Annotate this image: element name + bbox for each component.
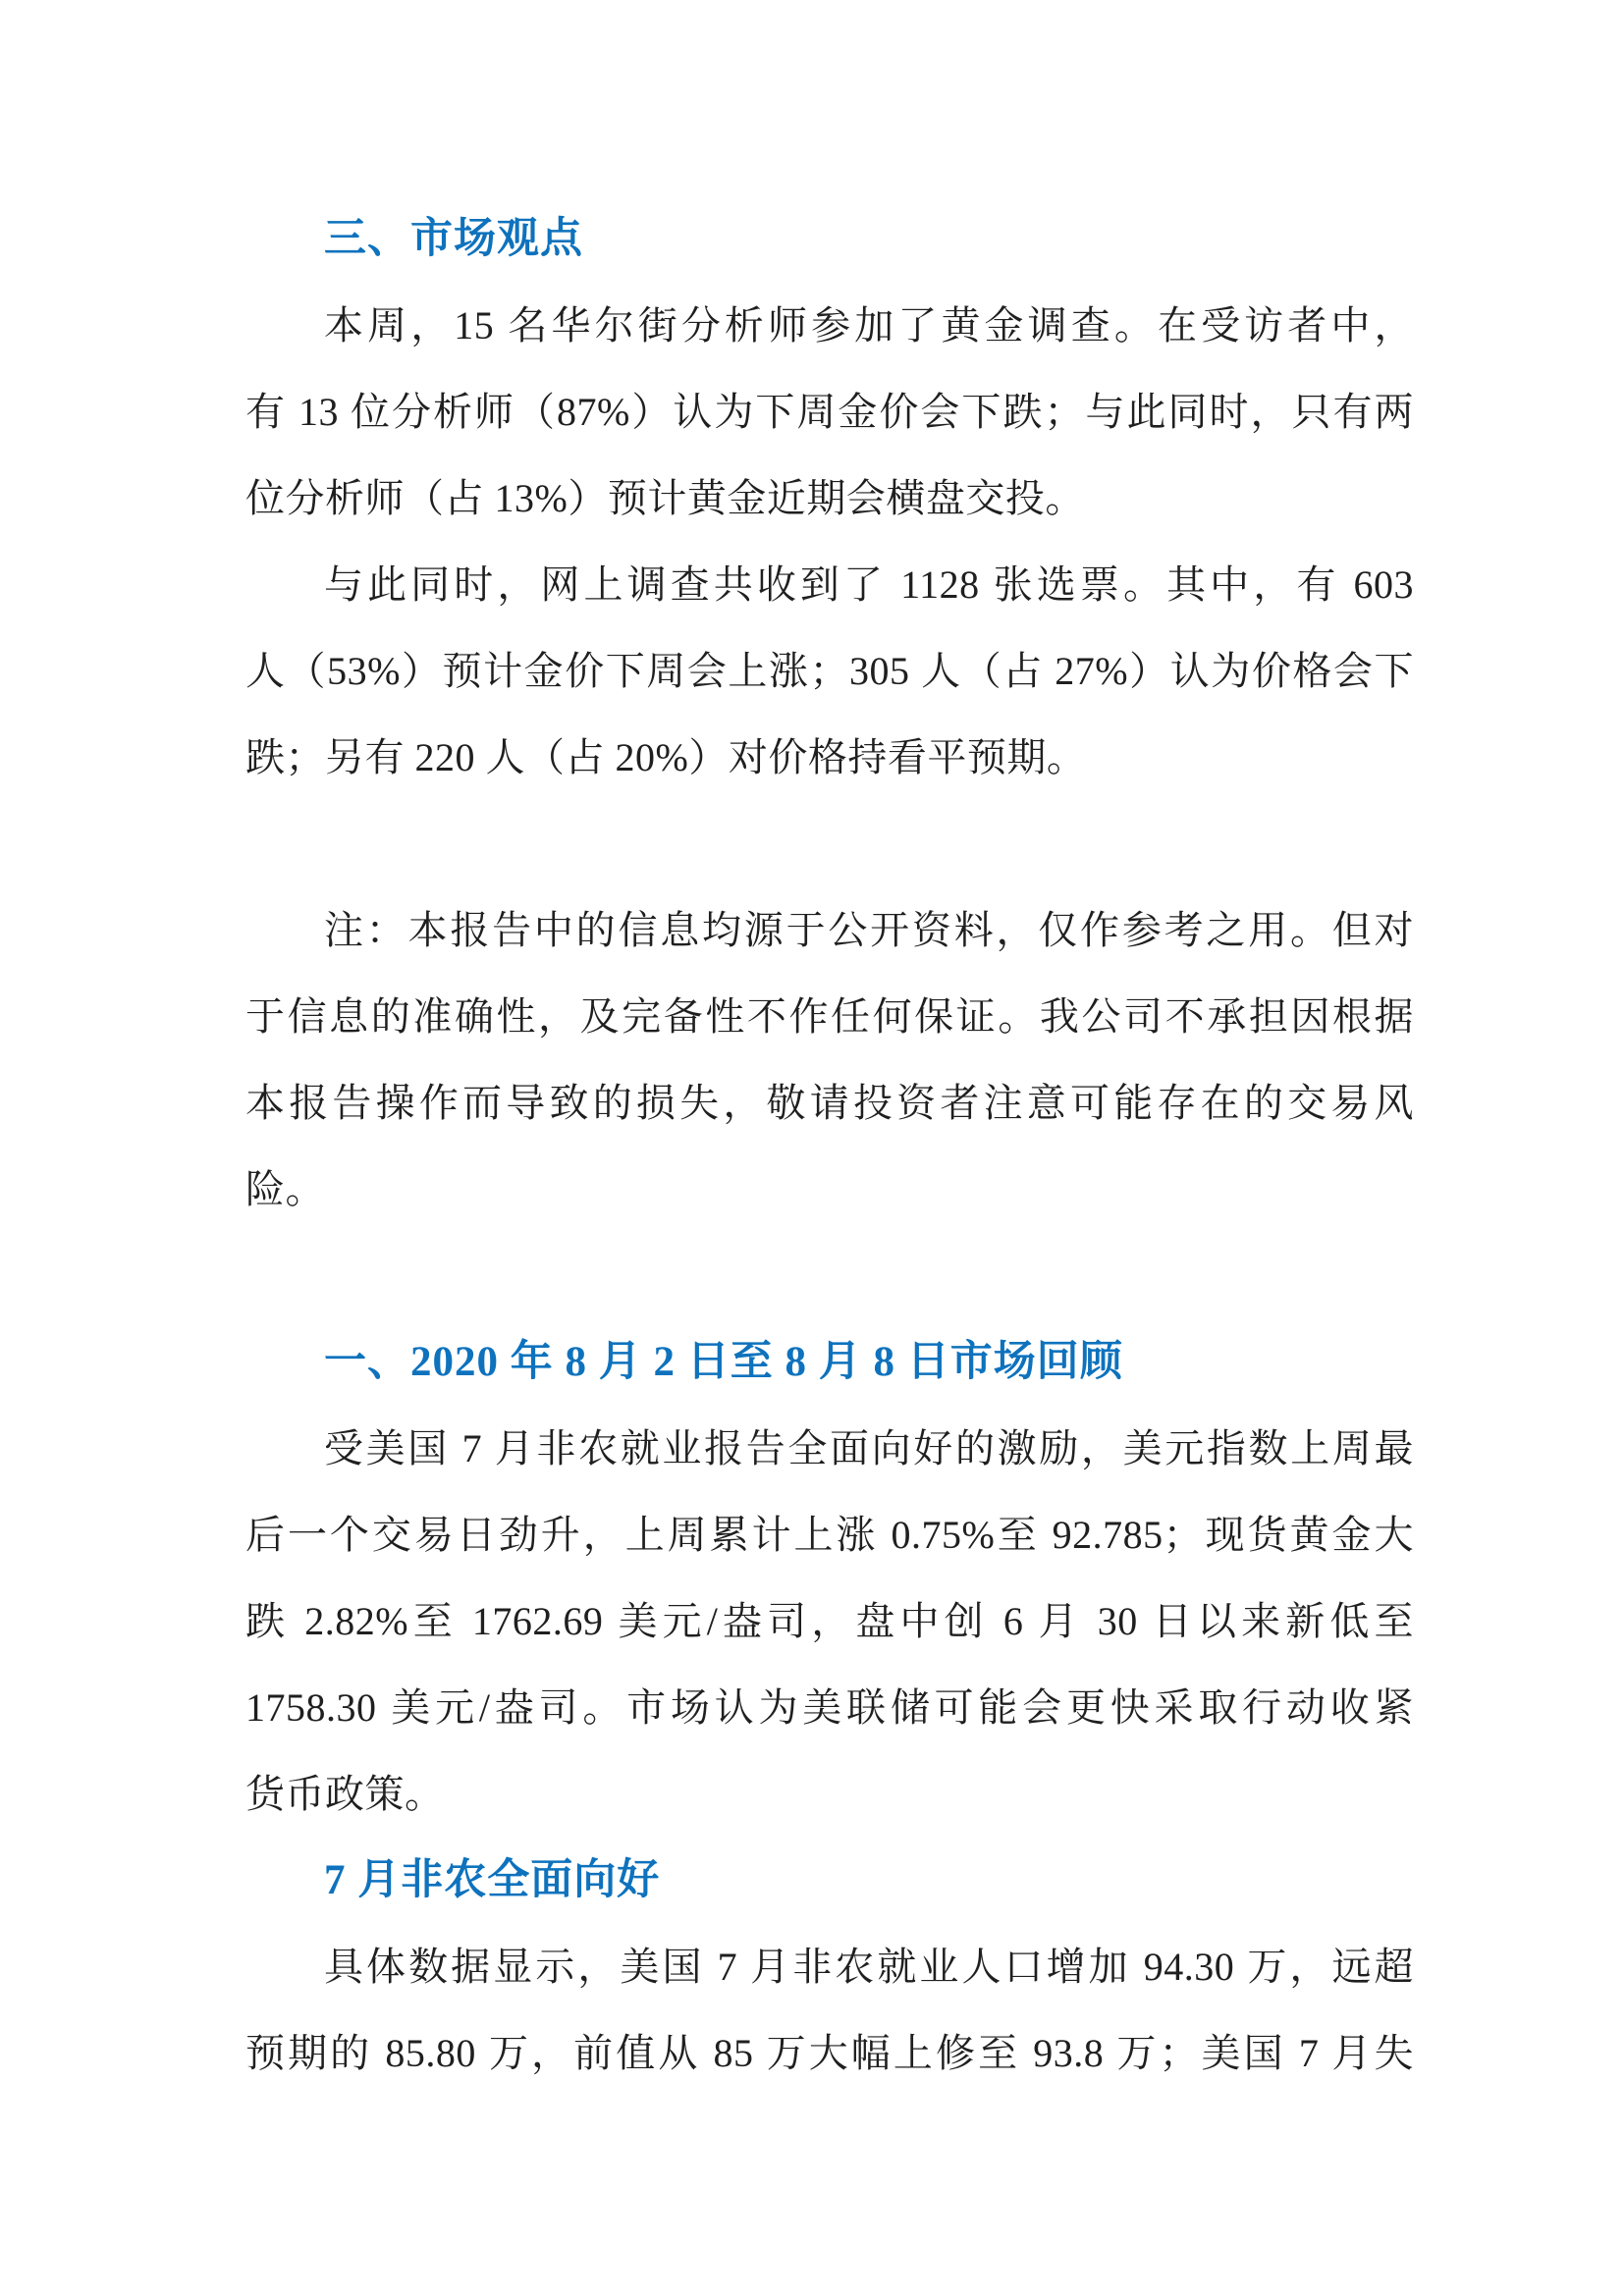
text-line: 1758.30 美元/盎司。市场认为美联储可能会更快采取行动收紧: [245, 1685, 1414, 1730]
sub-heading-nonfarm-payrolls: 7 月非农全面向好: [324, 1857, 661, 1903]
text-line: 位分析师（占 13%）预计黄金近期会横盘交投。: [245, 476, 1085, 520]
blank-line: [245, 801, 1414, 887]
section-heading-market-review: 一、2020 年 8 月 2 日至 8 月 8 日市场回顾: [324, 1339, 1123, 1385]
text-line: 险。: [245, 1167, 325, 1211]
text-line: 与此同时，网上调查共收到了 1128 张选票。其中，有 603: [324, 562, 1414, 607]
text-line: 于信息的准确性，及完备性不作任何保证。我公司不承担因根据: [245, 994, 1414, 1039]
text-line: 具体数据显示，美国 7 月非农就业人口增加 94.30 万，远超: [324, 1945, 1414, 1989]
text-line: 后一个交易日劲升，上周累计上涨 0.75%至 92.785；现货黄金大: [245, 1513, 1414, 1557]
text-line: 本报告操作而导致的损失，敬请投资者注意可能存在的交易风: [245, 1081, 1414, 1125]
document-body: [245, 196, 1414, 2097]
text-line: 注：本报告中的信息均源于公开资料，仅作参考之用。但对: [324, 908, 1414, 952]
text-line: 受美国 7 月非农就业报告全面向好的激励，美元指数上周最: [324, 1426, 1414, 1470]
blank-line: [245, 1233, 1414, 1319]
text-line: 预期的 85.80 万，前值从 85 万大幅上修至 93.8 万；美国 7 月失: [245, 2031, 1414, 2075]
text-line: 人（53%）预计金价下周会上涨；305 人（占 27%）认为价格会下: [245, 649, 1414, 693]
text-line: 货币政策。: [245, 1772, 445, 1816]
section-heading-market-views: 三、市场观点: [324, 216, 583, 262]
text-line: 本周，15 名华尔街分析师参加了黄金调查。在受访者中，: [324, 303, 1414, 347]
text-line: 跌；另有 220 人（占 20%）对价格持看平预期。: [245, 735, 1087, 779]
text-line: 跌 2.82%至 1762.69 美元/盎司，盘中创 6 月 30 日以来新低至: [245, 1599, 1414, 1643]
text-line: 有 13 位分析师（87%）认为下周金价会下跌；与此同时，只有两: [245, 390, 1414, 434]
